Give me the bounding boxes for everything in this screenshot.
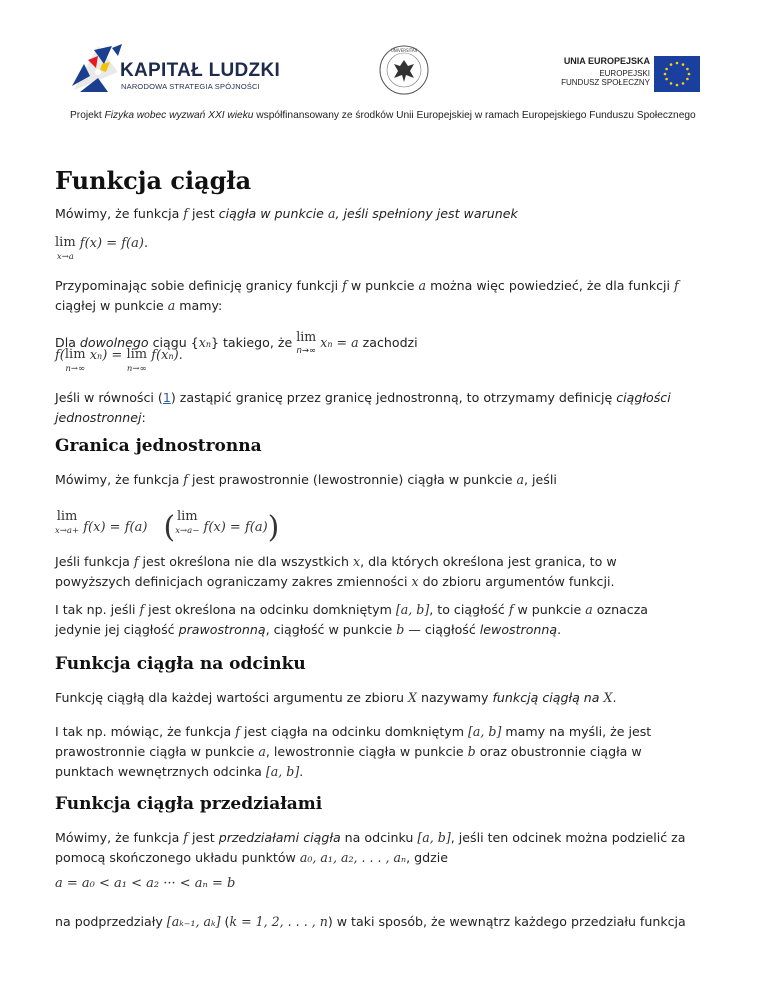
math-x: x [411, 574, 419, 589]
kapital-ludzki-subtitle: NARODOWA STRATEGIA SPÓJNOŚCI [121, 82, 260, 91]
math-a: a [327, 206, 336, 221]
svg-text:UNIVERSITAS: UNIVERSITAS [390, 48, 418, 53]
text: jest ciągła na odcinku domkniętym [239, 724, 468, 739]
paragraph-one-sided-def [55, 470, 715, 490]
paragraph-definition [55, 204, 715, 224]
text-em: ciągłości [616, 390, 671, 405]
text: do zbioru argumentów funkcji. [418, 574, 615, 589]
lim-word: lim [126, 347, 148, 362]
math-a: a [585, 602, 593, 617]
lim-word: lim [56, 509, 78, 524]
math-krange: k = 1, 2, . . . , n [229, 914, 328, 929]
formula-partition [55, 876, 235, 891]
text: ) w taki sposób, że wewnątrz każdego przedziału funkcja [327, 914, 686, 929]
paragraph-set-continuity [55, 688, 715, 708]
paragraph-piecewise-def [55, 828, 715, 868]
math-n: n [168, 352, 174, 361]
text: Mówimy, że funkcja [55, 206, 184, 221]
text: prawostronnie ciągła w punkcie [55, 744, 259, 759]
text: oraz obustronnie ciągła w [475, 744, 642, 759]
paragraph-one-sided-intro [55, 388, 715, 428]
text: , gdzie [406, 850, 449, 865]
text: jest określona na odcinku domkniętym [144, 602, 396, 617]
text: jest prawostronnie (lewostronnie) ciągła w punkcie [187, 472, 517, 487]
text: ciągłej w punkcie [55, 298, 168, 313]
text: jest [187, 830, 219, 845]
ue-line-2: EUROPEJSKI [599, 69, 650, 78]
text: } takiego, że [210, 335, 297, 350]
text: zachodzi [358, 335, 418, 350]
text: można więc powiedzieć, że dla funkcji [426, 278, 675, 293]
math-f: f [183, 830, 188, 845]
formula-chain: a = a₀ < a₁ < a₂ ··· < aₙ = b [55, 876, 236, 891]
text-em: lewostronną [479, 622, 558, 637]
text-em: funkcją ciągłą na [492, 690, 604, 705]
text-em: ciągła w punkcie [218, 206, 328, 221]
math-subinterval: [aₖ₋₁, aₖ] [166, 914, 221, 929]
eu-flag-icon [654, 56, 700, 92]
math-rhs: = a [336, 335, 359, 350]
text: I tak np. jeśli [55, 602, 140, 617]
math-f: f [235, 724, 240, 739]
formula-right: f(x) = f(a) [83, 520, 148, 535]
math-x: x [320, 335, 328, 350]
math-x: x [198, 335, 206, 350]
text-em: jednostronnej [55, 410, 142, 425]
math-f: f [508, 602, 514, 617]
text: Mówimy, że funkcja [55, 830, 184, 845]
math-interval: [a, b] [395, 602, 430, 617]
math-fx: f(x [151, 348, 169, 363]
text: , dla których określona jest granica, to w [360, 554, 617, 569]
math-f: f [183, 206, 188, 221]
equation-ref-link[interactable]: 1 [162, 390, 171, 405]
lim-subscript: x→a− [175, 526, 200, 536]
lim-subscript: x→a+ [55, 526, 80, 536]
math-interval: [a, b] [417, 830, 451, 845]
project-title: Fizyka wobec wyzwań XXI wieku [104, 110, 254, 121]
lim-operator [296, 330, 316, 358]
kapital-ludzki-title: KAPITAŁ LUDZKI [120, 60, 281, 81]
text: , to ciągłość [429, 602, 509, 617]
text-em: przedziałami ciągła [218, 830, 341, 845]
text: I tak np. mówiąc, że funkcja [55, 724, 236, 739]
lim-subscript: x→a [56, 252, 74, 262]
text: Jeśli w równości ( [55, 390, 163, 405]
math-n: n [97, 352, 103, 361]
formula-sequence-limit [55, 348, 183, 376]
paren-open: ( [163, 510, 176, 545]
section-heading-one-sided: Granica jednostronna [55, 436, 262, 456]
text: Dla [55, 335, 80, 350]
math-a: a [418, 278, 427, 293]
lim-operator [65, 348, 86, 376]
math-a: a [516, 472, 525, 487]
text: nazywamy [416, 690, 493, 705]
text-em: prawostronną [178, 622, 266, 637]
lim-operator [55, 236, 76, 264]
math-n: n [327, 340, 333, 349]
eu-fund-label [556, 56, 650, 87]
text: powyższych definicjach ograniczamy zakres zmienności [55, 574, 412, 589]
lim-subscript: n→∞ [65, 364, 86, 374]
text: , jeśli ten odcinek można podzielić za [450, 830, 686, 845]
text: Jeśli funkcja [55, 554, 134, 569]
math-X: X [408, 690, 417, 705]
lim-subscript: n→∞ [296, 346, 317, 356]
math-n: n [205, 340, 211, 349]
text: jest [187, 206, 219, 221]
formula-left: f(x) = f(a) [203, 520, 268, 535]
text: mamy na myśli, że jest [501, 724, 652, 739]
text: . [612, 690, 617, 705]
text: . [557, 622, 562, 637]
project-suffix: współfinansowany ze środków Unii Europejskiej w ramach Europejskiego Funduszu Społecznego [253, 110, 696, 121]
university-seal-icon [378, 44, 430, 96]
lim-operator [126, 348, 147, 376]
text: na podprzedziały [55, 914, 167, 929]
text: Przypominając sobie definicję granicy funkcji [55, 278, 343, 293]
text: , lewostronnie ciągła w punkcie [265, 744, 468, 759]
lim-word: lim [64, 347, 86, 362]
text: : [141, 410, 146, 425]
math-f: f [183, 472, 188, 487]
math-f: f [342, 278, 347, 293]
math-interval: [a, b] [468, 724, 502, 739]
paragraph-interval-example [55, 722, 715, 782]
text: . [299, 764, 304, 779]
text: , jeśli [524, 472, 557, 487]
lim-operator [175, 510, 199, 538]
text: punktach wewnętrznych odcinka [55, 764, 266, 779]
text: Mówimy, że funkcja [55, 472, 184, 487]
lim-word: lim [55, 235, 76, 250]
text: Funkcję ciągłą dla każdej wartości argumentu ze zbioru [55, 690, 409, 705]
lim-subscript: n→∞ [126, 364, 147, 374]
text: jest określona nie dla wszystkich [138, 554, 353, 569]
math-a: a [258, 744, 266, 759]
section-heading-piecewise: Funkcja ciągła przedziałami [55, 794, 323, 814]
text: ciągu { [148, 335, 199, 350]
math-end: ). [173, 348, 183, 363]
text: jedynie jej ciągłość [55, 622, 179, 637]
project-prefix: Projekt [70, 110, 105, 121]
formula-rhs: f(x) = f(a). [79, 236, 149, 251]
math-f: f [133, 554, 139, 569]
text-em: , jeśli spełniony jest warunek [335, 206, 518, 221]
ue-line-3: FUNDUSZ SPOŁECZNY [561, 78, 650, 87]
math-b: b [396, 622, 405, 637]
text: ) zastąpić granicę przez granicę jednostronną, to otrzymamy definicję [170, 390, 617, 405]
text: w punkcie [513, 602, 586, 617]
lim-word: lim [176, 509, 198, 524]
math-interval: [a, b] [265, 764, 300, 779]
page-title: Funkcja ciągła [55, 166, 252, 195]
kapital-ludzki-logo [68, 42, 124, 94]
paragraph-recall [55, 276, 715, 316]
paragraph-subintervals [55, 912, 715, 932]
math-a: a [167, 298, 176, 313]
page-header [0, 0, 768, 135]
text: na odcinku [340, 830, 418, 845]
text: — ciągłość [404, 622, 480, 637]
text: , ciągłość w punkcie [265, 622, 397, 637]
formula-continuity [55, 236, 148, 264]
lim-word: lim [296, 329, 317, 344]
text: ( [220, 914, 230, 929]
math-eq: ) = [102, 348, 123, 363]
math-b: b [467, 744, 476, 759]
math-f: f [139, 602, 145, 617]
lim-operator [55, 510, 79, 538]
paragraph-closed-interval [55, 600, 715, 640]
math-x: x [352, 554, 361, 569]
math-x: x [89, 348, 98, 363]
text: mamy: [175, 298, 223, 313]
text-em: dowolnego [79, 335, 149, 350]
text: w punkcie [346, 278, 419, 293]
paren-close: ) [267, 510, 280, 545]
math-X: X [603, 690, 613, 705]
section-heading-interval: Funkcja ciągła na odcinku [55, 654, 306, 674]
text: pomocą skończonego układu punktów [55, 850, 300, 865]
project-line [70, 110, 696, 121]
ue-line-1: UNIA EUROPEJSKA [563, 56, 650, 66]
paragraph-domain [55, 552, 715, 592]
math-f: f [674, 278, 679, 293]
formula-one-sided [55, 510, 279, 545]
math-points: a₀, a₁, a₂, . . . , aₙ [299, 850, 407, 865]
math-f-open: f( [55, 348, 65, 363]
text: oznacza [592, 602, 649, 617]
